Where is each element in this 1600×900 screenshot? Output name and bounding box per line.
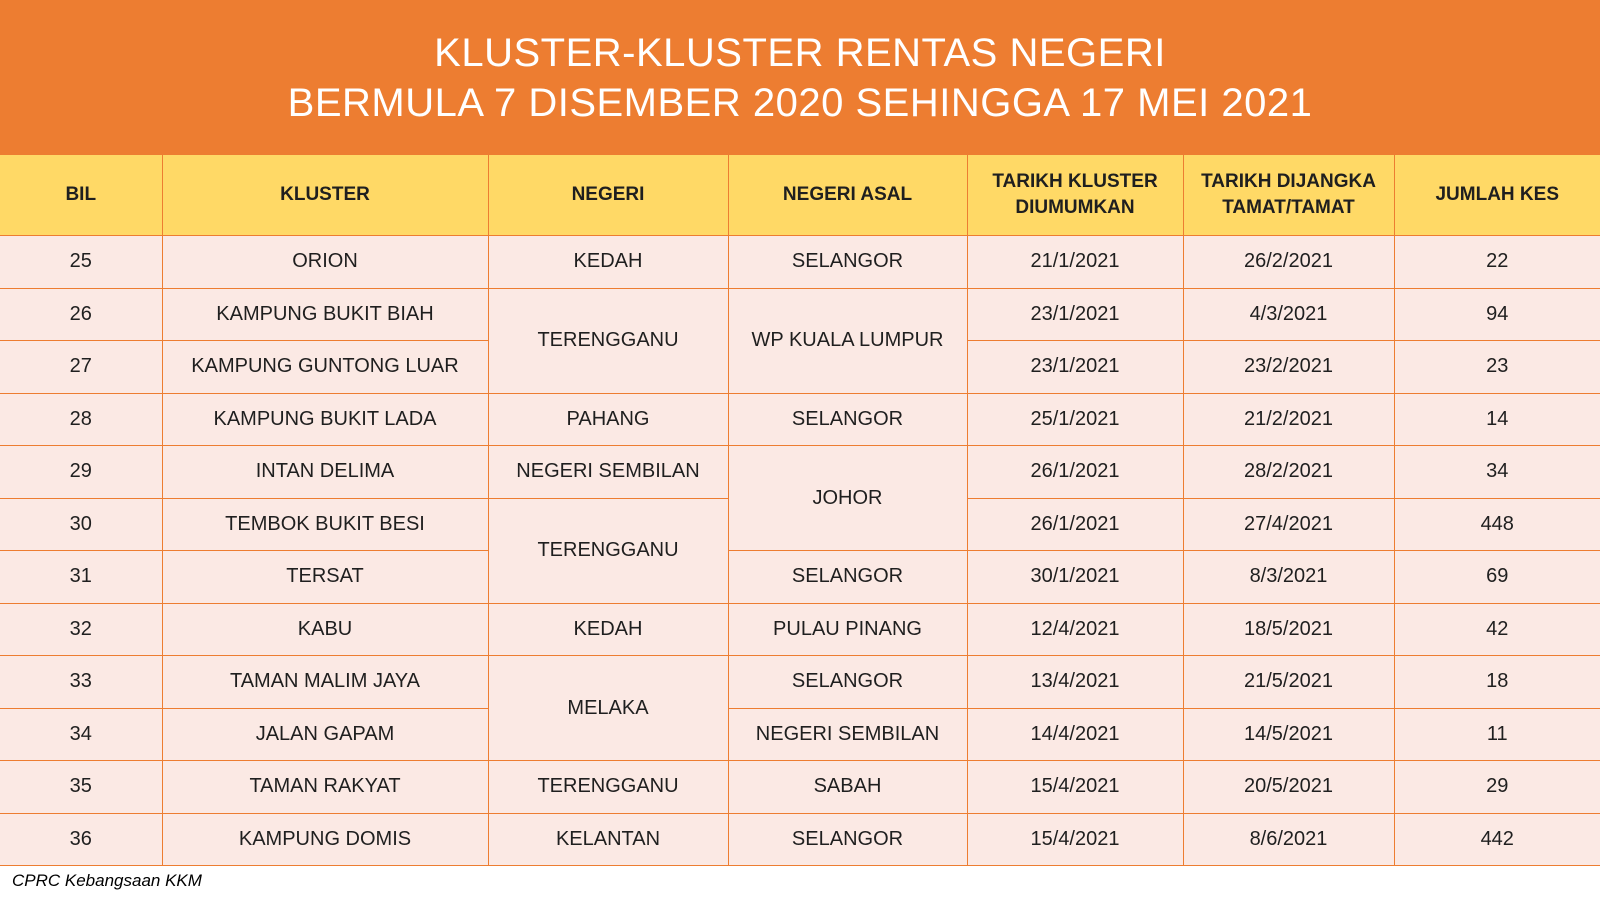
cell-jumlah-kes: 14 — [1394, 393, 1600, 446]
cell-bil: 26 — [0, 288, 162, 341]
cell-kluster: TAMAN RAKYAT — [162, 761, 488, 814]
cell-jumlah-kes: 11 — [1394, 708, 1600, 761]
table-row — [0, 603, 1600, 656]
cell-tarikh-diumumkan: 15/4/2021 — [967, 813, 1183, 866]
cluster-table — [0, 155, 1600, 866]
cell-bil: 34 — [0, 708, 162, 761]
title-banner — [0, 0, 1600, 156]
cell-bil: 31 — [0, 551, 162, 604]
cell-kluster: JALAN GAPAM — [162, 708, 488, 761]
cell-negeri-asal: SELANGOR — [728, 551, 967, 604]
cell-tarikh-diumumkan: 23/1/2021 — [967, 341, 1183, 394]
cell-negeri-asal: WP KUALA LUMPUR — [728, 288, 967, 393]
cell-negeri-asal: SELANGOR — [728, 393, 967, 446]
cell-tarikh-diumumkan: 26/1/2021 — [967, 498, 1183, 551]
cell-tarikh-diumumkan: 15/4/2021 — [967, 761, 1183, 814]
cell-negeri-asal: JOHOR — [728, 446, 967, 551]
cell-negeri-asal: SELANGOR — [728, 236, 967, 289]
cell-jumlah-kes: 94 — [1394, 288, 1600, 341]
cell-tarikh-diumumkan: 13/4/2021 — [967, 656, 1183, 709]
cell-tarikh-tamat: 8/6/2021 — [1183, 813, 1394, 866]
cell-tarikh-tamat: 21/5/2021 — [1183, 656, 1394, 709]
cell-tarikh-tamat: 14/5/2021 — [1183, 708, 1394, 761]
header-row — [0, 155, 1600, 236]
cell-jumlah-kes: 18 — [1394, 656, 1600, 709]
cell-bil: 33 — [0, 656, 162, 709]
cell-bil: 25 — [0, 236, 162, 289]
cell-jumlah-kes: 442 — [1394, 813, 1600, 866]
header-tarikh-diumumkan — [967, 155, 1183, 236]
cell-negeri-asal: SELANGOR — [728, 813, 967, 866]
header-kluster: KLUSTER — [162, 155, 488, 236]
cell-kluster: KAMPUNG DOMIS — [162, 813, 488, 866]
cell-negeri: KEDAH — [488, 603, 728, 656]
source-note: CPRC Kebangsaan KKM — [12, 871, 202, 890]
cell-negeri-asal: SELANGOR — [728, 656, 967, 709]
cell-tarikh-tamat: 4/3/2021 — [1183, 288, 1394, 341]
cell-negeri: KEDAH — [488, 236, 728, 289]
cell-negeri-asal: PULAU PINANG — [728, 603, 967, 656]
cell-tarikh-tamat: 27/4/2021 — [1183, 498, 1394, 551]
cell-jumlah-kes: 448 — [1394, 498, 1600, 551]
table-row — [0, 551, 1600, 604]
cell-jumlah-kes: 23 — [1394, 341, 1600, 394]
title-line-1: KLUSTER-KLUSTER RENTAS NEGERI — [434, 31, 1166, 75]
cell-jumlah-kes: 34 — [1394, 446, 1600, 499]
cell-tarikh-diumumkan: 25/1/2021 — [967, 393, 1183, 446]
cell-kluster: TAMAN MALIM JAYA — [162, 656, 488, 709]
cell-tarikh-diumumkan: 30/1/2021 — [967, 551, 1183, 604]
header-negeri-asal: NEGERI ASAL — [728, 155, 967, 236]
header-bil: BIL — [0, 155, 162, 236]
cell-tarikh-diumumkan: 14/4/2021 — [967, 708, 1183, 761]
cell-kluster: INTAN DELIMA — [162, 446, 488, 499]
table-row — [0, 761, 1600, 814]
cell-kluster: KAMPUNG BUKIT BIAH — [162, 288, 488, 341]
table-row — [0, 288, 1600, 341]
title-line-2: BERMULA 7 DISEMBER 2020 SEHINGGA 17 MEI 2021 — [287, 81, 1313, 125]
header-tarikh-diumumkan-line-1: TARIKH KLUSTER — [992, 171, 1158, 192]
cell-negeri: KELANTAN — [488, 813, 728, 866]
cell-negeri-asal: SABAH — [728, 761, 967, 814]
cell-kluster: ORION — [162, 236, 488, 289]
table-row — [0, 656, 1600, 709]
table-row — [0, 813, 1600, 866]
header-tarikh-tamat — [1183, 155, 1394, 236]
cell-kluster: KAMPUNG GUNTONG LUAR — [162, 341, 488, 394]
cell-bil: 35 — [0, 761, 162, 814]
header-tarikh-diumumkan-line-2: DIUMUMKAN — [1015, 197, 1135, 218]
cell-negeri: NEGERI SEMBILAN — [488, 446, 728, 499]
cell-negeri: TERENGGANU — [488, 761, 728, 814]
table-row — [0, 236, 1600, 289]
cell-bil: 29 — [0, 446, 162, 499]
cell-bil: 32 — [0, 603, 162, 656]
cell-kluster: KAMPUNG BUKIT LADA — [162, 393, 488, 446]
cell-negeri: PAHANG — [488, 393, 728, 446]
table-row — [0, 393, 1600, 446]
cell-jumlah-kes: 42 — [1394, 603, 1600, 656]
cell-tarikh-tamat: 28/2/2021 — [1183, 446, 1394, 499]
cell-bil: 27 — [0, 341, 162, 394]
header-negeri: NEGERI — [488, 155, 728, 236]
cell-jumlah-kes: 69 — [1394, 551, 1600, 604]
cell-tarikh-diumumkan: 23/1/2021 — [967, 288, 1183, 341]
table-row — [0, 446, 1600, 499]
cell-kluster: TERSAT — [162, 551, 488, 604]
cell-negeri: MELAKA — [488, 656, 728, 761]
cell-tarikh-diumumkan: 21/1/2021 — [967, 236, 1183, 289]
cell-kluster: TEMBOK BUKIT BESI — [162, 498, 488, 551]
cell-negeri-asal: NEGERI SEMBILAN — [728, 708, 967, 761]
cell-bil: 30 — [0, 498, 162, 551]
cell-negeri: TERENGGANU — [488, 498, 728, 603]
cell-jumlah-kes: 29 — [1394, 761, 1600, 814]
cell-jumlah-kes: 22 — [1394, 236, 1600, 289]
cell-tarikh-tamat: 18/5/2021 — [1183, 603, 1394, 656]
cell-tarikh-tamat: 21/2/2021 — [1183, 393, 1394, 446]
cell-negeri: TERENGGANU — [488, 288, 728, 393]
header-jumlah-kes: JUMLAH KES — [1394, 155, 1600, 236]
cell-tarikh-tamat: 23/2/2021 — [1183, 341, 1394, 394]
cell-tarikh-tamat: 20/5/2021 — [1183, 761, 1394, 814]
cell-tarikh-tamat: 8/3/2021 — [1183, 551, 1394, 604]
cell-tarikh-diumumkan: 12/4/2021 — [967, 603, 1183, 656]
header-tarikh-tamat-line-2: TAMAT/TAMAT — [1222, 197, 1355, 218]
table-row — [0, 708, 1600, 761]
cell-tarikh-diumumkan: 26/1/2021 — [967, 446, 1183, 499]
cell-bil: 28 — [0, 393, 162, 446]
header-tarikh-tamat-line-1: TARIKH DIJANGKA — [1201, 171, 1376, 192]
cell-kluster: KABU — [162, 603, 488, 656]
cell-tarikh-tamat: 26/2/2021 — [1183, 236, 1394, 289]
cell-bil: 36 — [0, 813, 162, 866]
